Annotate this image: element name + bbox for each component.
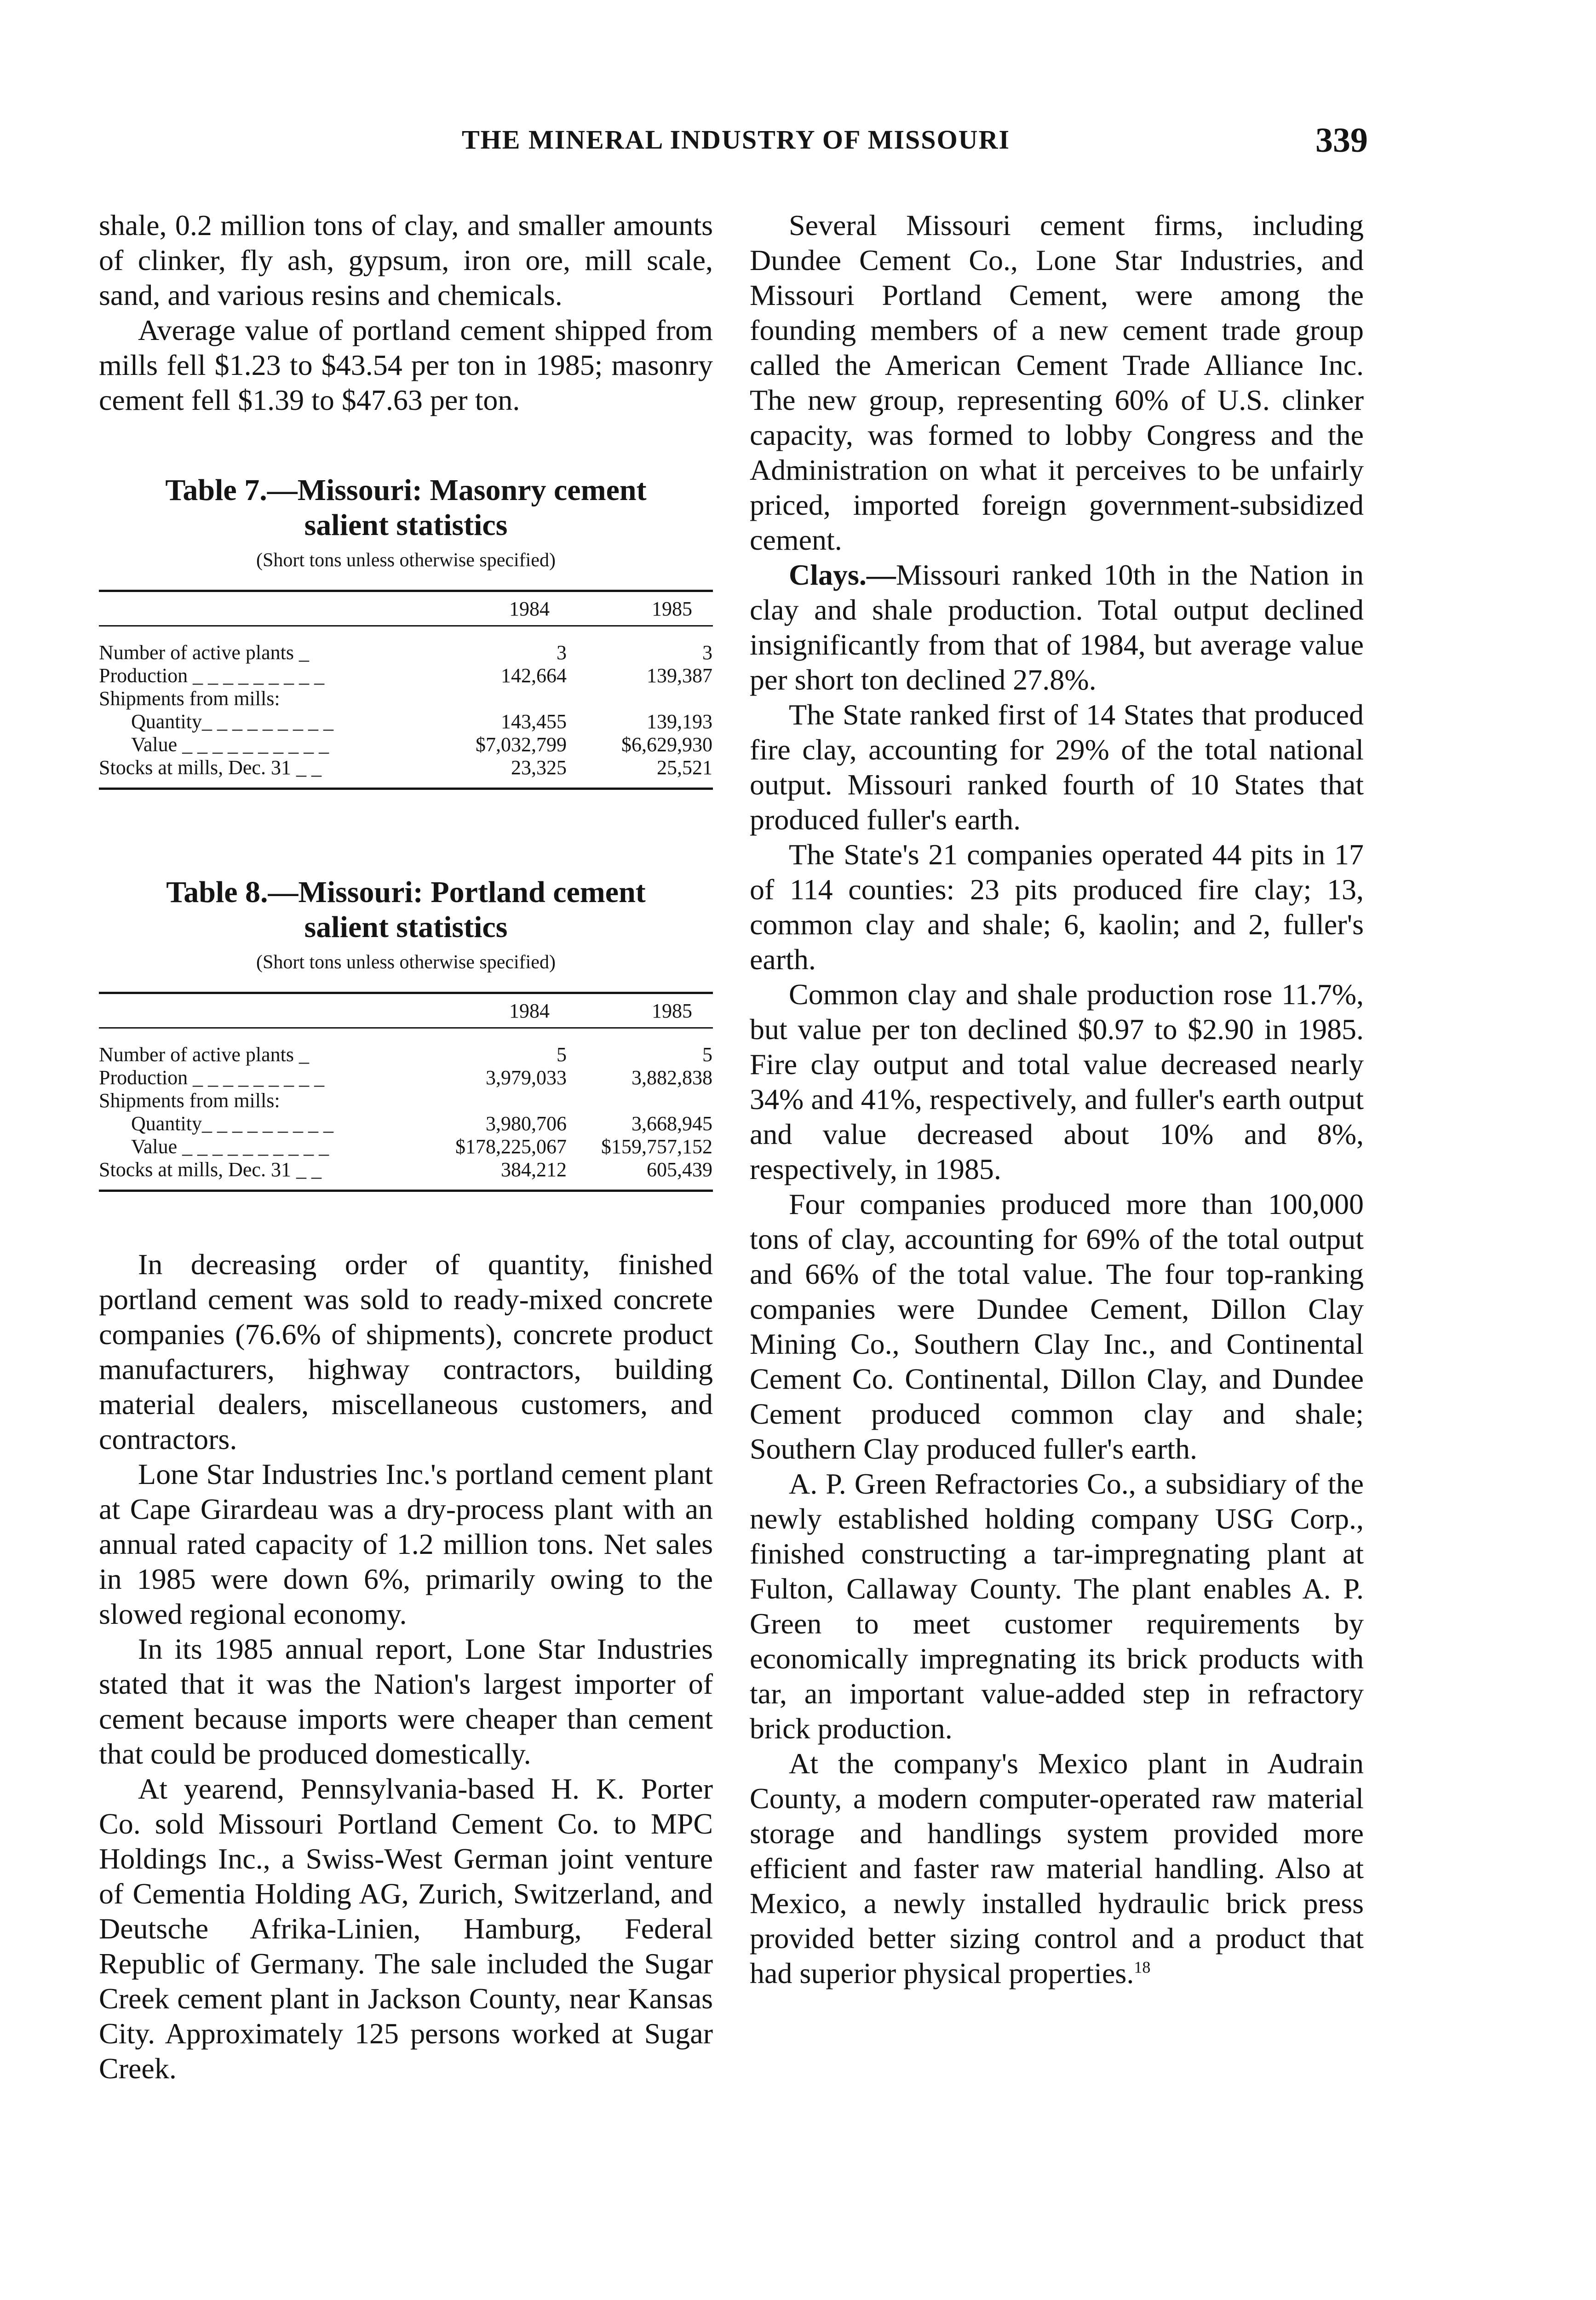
table-title: Table 8.—Missouri: Portland cement xyxy=(166,875,646,909)
cell-value: 143,455 xyxy=(501,710,567,733)
column-header: 1985 xyxy=(652,597,692,620)
table-row xyxy=(99,1135,713,1158)
table-unit-note: (Short tons unless otherwise specified) xyxy=(256,550,556,571)
cell-value: 3,980,706 xyxy=(486,1112,567,1135)
paragraph: In decreasing order of quantity, finished portland cement was sold to ready-mixed concrete companies (76.6% of shipments), concrete product manufacturers, highway contractors, building material dealers, miscellaneous customers, and contractors. xyxy=(99,1248,713,1455)
cell-value: 25,521 xyxy=(657,756,712,779)
paragraph: Several Missouri cement firms, including Dundee Cement Co., Lone Star Industries, and Missouri Portland Cement, were among the founding members of a new cement trade group called the American Cement Trade Alliance Inc. The new group, representing 60% of U.S. clinker capacity, was formed to lobby Congress and the Administration on what it perceives to be unfairly priced, imported foreign government-subsidized cement. xyxy=(750,209,1364,556)
cell-value: 3,668,945 xyxy=(632,1112,712,1135)
cell-value: 5 xyxy=(557,1043,567,1066)
paragraph: In its 1985 annual report, Lone Star Industries stated that it was the Nation's largest importer of cement because imports were cheaper than cement that could be produced domestically. xyxy=(99,1633,713,1770)
page-number: 339 xyxy=(1315,121,1368,160)
table-row xyxy=(99,1158,713,1181)
cell-value: $7,032,799 xyxy=(476,733,567,756)
table-row xyxy=(99,1112,713,1135)
table-title: salient statistics xyxy=(304,910,508,944)
column-header: 1984 xyxy=(509,999,550,1022)
paragraph: The State's 21 companies operated 44 pits in 17 of 114 counties: 23 pits produced fire clay; 13, common clay and shale; 6, kaolin; and 2, fuller's earth. xyxy=(750,838,1364,976)
row-label: Number of active plants _ xyxy=(99,1043,309,1066)
paragraph-text: Missouri ranked 10th in the Nation in clay and shale production. Total output declined insignificantly from that of 1984, but average value per short ton declined 27.8%. xyxy=(750,558,1364,696)
row-label: Stocks at mills, Dec. 31 _ _ xyxy=(99,756,321,779)
paragraph: Lone Star Industries Inc.'s portland cement plant at Cape Girardeau was a dry-process plant with an annual rated capacity of 1.2 million tons. Net sales in 1985 were down 6%, primarily owing to the slowed regional economy. xyxy=(99,1458,713,1630)
table-row xyxy=(99,664,713,687)
table-portland-cement xyxy=(99,875,713,1192)
right-column xyxy=(750,208,1364,1991)
paragraph: Four companies produced more than 100,000 tons of clay, accounting for 69% of the total output and 66% of the total value. The four top-ranking companies were Dundee Cement, Dillon Clay Mining Co., Southern Clay Inc., and Continental Cement Co. Continental, Dillon Clay, and Dundee Cement produced common clay and shale; Southern Clay produced fuller's earth. xyxy=(750,1188,1364,1465)
left-column xyxy=(99,208,713,2086)
table-row xyxy=(99,641,713,664)
table-row xyxy=(99,1066,713,1089)
row-label: Value _ _ _ _ _ _ _ _ _ _ xyxy=(131,733,329,756)
column-header: 1984 xyxy=(509,597,550,620)
paragraph: At yearend, Pennsylvania-based H. K. Porter Co. sold Missouri Portland Cement Co. to MPC Holdings Inc., a Swiss-West German joint venture of Cementia Holding AG, Zurich, Switzerland, and Deutsche Afrika-Linien, Hamburg, Federal Republic of Germany. The sale included the Sugar Creek cement plant in Jackson County, near Kansas City. Approximately 125 persons worked at Sugar Creek. xyxy=(99,1772,713,2085)
paragraph: A. P. Green Refractories Co., a subsidiary of the newly established holding company USG Corp., finished constructing a tar-impregnating plant at Fulton, Callaway County. The plant enables A. P. Green to meet customer requirements by economically impregnating its brick products with tar, an important value-added step in refractory brick production. xyxy=(750,1467,1364,1745)
table-row xyxy=(99,710,713,733)
cell-value: 3,979,033 xyxy=(486,1066,567,1089)
table-header-row xyxy=(99,994,713,1029)
table-bottom-rule xyxy=(99,788,713,790)
table-title: Table 7.—Missouri: Masonry cement xyxy=(165,473,647,507)
cell-value: 384,212 xyxy=(501,1158,567,1181)
cell-value: 605,439 xyxy=(647,1158,712,1181)
row-label: Quantity_ _ _ _ _ _ _ _ _ xyxy=(131,1112,333,1135)
cell-value: $178,225,067 xyxy=(455,1135,567,1158)
cell-value: 139,193 xyxy=(647,710,712,733)
section-heading-clays: Clays.— xyxy=(789,558,896,591)
table-body xyxy=(99,627,713,779)
cell-value: 142,664 xyxy=(501,664,567,687)
cell-value: 3 xyxy=(702,641,712,664)
table-row xyxy=(99,687,713,710)
table-unit-note: (Short tons unless otherwise specified) xyxy=(256,952,556,973)
running-title: THE MINERAL INDUSTRY OF MISSOURI xyxy=(461,125,1010,155)
row-group-label: Shipments from mills: xyxy=(99,687,280,710)
cell-value: $159,757,152 xyxy=(601,1135,712,1158)
row-label: Production _ _ _ _ _ _ _ _ _ xyxy=(99,1066,325,1089)
table-row xyxy=(99,1043,713,1066)
paragraph: The State ranked first of 14 States that produced fire clay, accounting for 29% of the total national output. Missouri ranked fourth of 10 States that produced fuller's earth. xyxy=(750,698,1364,836)
cell-value: $6,629,930 xyxy=(621,733,712,756)
column-header: 1985 xyxy=(652,999,692,1022)
cell-value: 3,882,838 xyxy=(632,1066,712,1089)
table-masonry-cement xyxy=(99,473,713,790)
row-label: Quantity_ _ _ _ _ _ _ _ _ xyxy=(131,710,333,733)
table-row xyxy=(99,733,713,756)
table-body xyxy=(99,1029,713,1181)
footnote-reference: 18 xyxy=(1134,1958,1151,1977)
table-header-row xyxy=(99,592,713,627)
table-bottom-rule xyxy=(99,1190,713,1192)
paragraph: shale, 0.2 million tons of clay, and smaller amounts of clinker, fly ash, gypsum, iron ore, mill scale, sand, and various resins and chemicals. xyxy=(99,209,713,311)
row-label: Value _ _ _ _ _ _ _ _ _ _ xyxy=(131,1135,329,1158)
table-row xyxy=(99,756,713,779)
row-group-label: Shipments from mills: xyxy=(99,1089,280,1112)
paragraph: Average value of portland cement shipped from mills fell $1.23 to $43.54 per ton in 1985; masonry cement fell $1.39 to $47.63 per ton. xyxy=(99,314,713,416)
table-title: salient statistics xyxy=(304,508,508,542)
cell-value: 23,325 xyxy=(511,756,567,779)
row-label: Number of active plants _ xyxy=(99,641,309,664)
cell-value: 5 xyxy=(702,1043,712,1066)
paragraph-text: At the company's Mexico plant in Audrain County, a modern computer-operated raw material storage and handlings system provided more efficient and faster raw material handling. Also at Mexico, a newly installed hydraulic brick press provided better sizing control and a product that had superior physical properties. xyxy=(750,1747,1364,1990)
paragraph xyxy=(750,558,1364,697)
row-label: Stocks at mills, Dec. 31 _ _ xyxy=(99,1158,321,1181)
paragraph: Common clay and shale production rose 11.7%, but value per ton declined $0.97 to $2.90 in 1985. Fire clay output and total value decreased nearly 34% and 41%, respectively, and fuller's earth output and value decreased about 10% and 8%, respectively, in 1985. xyxy=(750,978,1364,1185)
cell-value: 3 xyxy=(557,641,567,664)
cell-value: 139,387 xyxy=(647,664,712,687)
table-row xyxy=(99,1089,713,1112)
paragraph xyxy=(750,1746,1364,1991)
row-label: Production _ _ _ _ _ _ _ _ _ xyxy=(99,664,325,687)
